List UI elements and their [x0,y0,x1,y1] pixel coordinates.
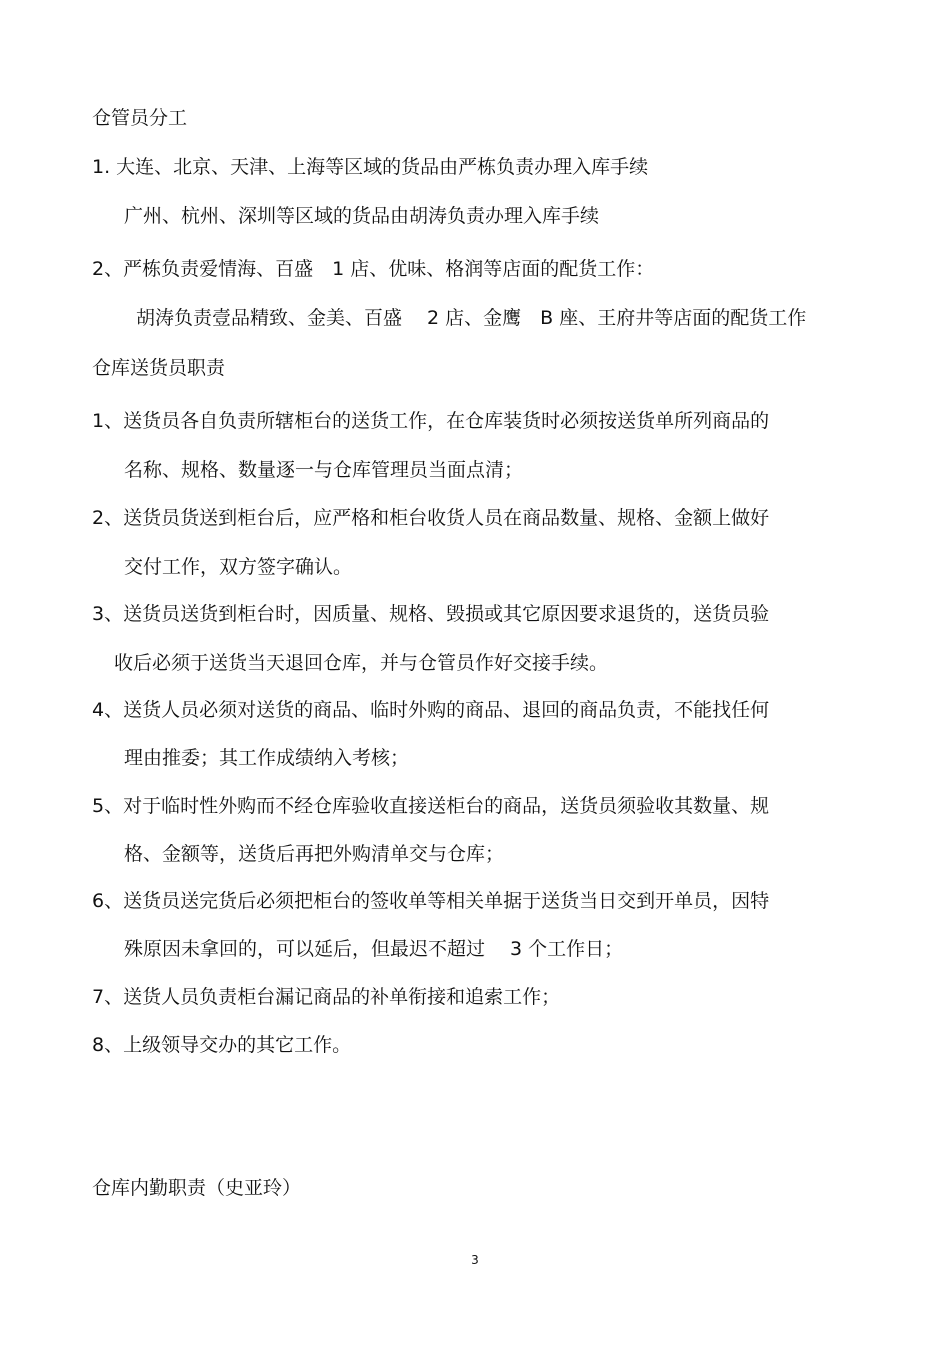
list-item: 6、送货员送完货后必须把柜台的签收单等相关单据于送货当日交到开单员，因特 [92,890,770,912]
list-item: 2、送货员货送到柜台后，应严格和柜台收货人员在商品数量、规格、金额上做好 [92,507,770,529]
page-number: 3 [471,1253,479,1267]
list-item: 4、送货人员必须对送货的商品、临时外购的商品、退回的商品负责，不能找任何 [92,699,770,721]
list-item: 7、送货人员负责柜台漏记商品的补单衔接和追索工作； [92,986,561,1008]
list-item: 3、送货员送货到柜台时，因质量、规格、毁损或其它原因要求退货的，送货员验 [92,603,770,625]
list-item: 1. 大连、北京、天津、上海等区域的货品由严栋负责办理入库手续 [92,156,649,178]
list-item-continuation: 名称、规格、数量逐一与仓库管理员当面点清； [124,459,524,481]
list-item: 2、严栋负责爱情海、百盛 1 店、优味、格润等店面的配货工作： [92,258,655,280]
list-item-continuation: 理由推委；其工作成绩纳入考核； [124,747,410,769]
list-item-continuation: 殊原因未拿回的，可以延后，但最迟不超过 3 个工作日； [124,938,624,960]
list-item-continuation: 交付工作，双方签字确认。 [124,556,353,578]
list-item-continuation: 格、金额等，送货后再把外购清单交与仓库； [124,843,505,865]
section-title-warehouse-keepers: 仓管员分工 [92,107,188,129]
section-title-office-duties: 仓库内勤职责（史亚玲） [92,1177,302,1199]
list-item-continuation: 胡涛负责壹品精致、金美、百盛 2 店、金鹰 B 座、王府井等店面的配货工作 [136,307,807,329]
list-item-continuation: 收后必须于送货当天退回仓库，并与仓管员作好交接手续。 [114,652,609,674]
list-item-continuation: 广州、杭州、深圳等区域的货品由胡涛负责办理入库手续 [124,205,600,227]
list-item: 5、对于临时性外购而不经仓库验收直接送柜台的商品，送货员须验收其数量、规 [92,795,770,817]
list-item: 8、上级领导交办的其它工作。 [92,1034,352,1056]
section-title-delivery-duties: 仓库送货员职责 [92,357,226,379]
list-item: 1、送货员各自负责所辖柜台的送货工作，在仓库装货时必须按送货单所列商品的 [92,410,770,432]
